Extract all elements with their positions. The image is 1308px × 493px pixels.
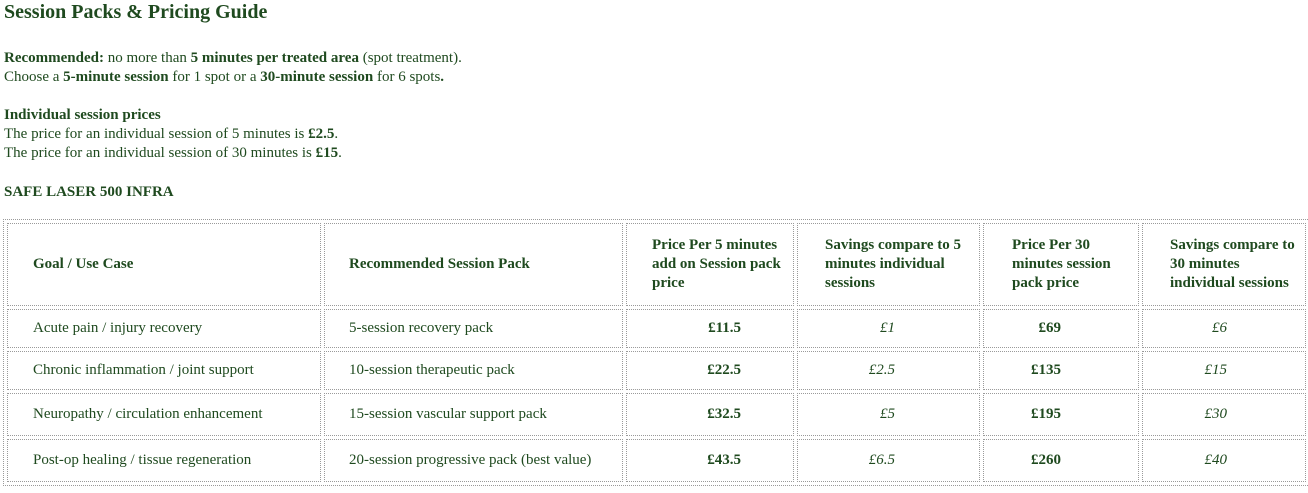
choose-period: . [440,69,445,85]
cell-price-30min: £135 [983,351,1139,390]
cell-savings-30min: £30 [1142,393,1306,436]
individual-30min-end: . [338,145,342,161]
cell-price-5min: £43.5 [626,439,794,482]
recommendation-text-2: (spot treatment). [358,50,462,66]
cell-savings-5min: £2.5 [797,351,980,390]
cell-savings-30min: £15 [1142,351,1306,390]
cell-savings-5min: £6.5 [797,439,980,482]
thirty-minute-session: 30-minute session [260,69,374,85]
recommendation-text-1: no more than [103,50,191,66]
cell-pack: 10-session therapeutic pack [324,351,623,390]
page-title: Session Packs & Pricing Guide [4,1,268,23]
device-name: SAFE LASER 500 INFRA [4,184,174,200]
cell-goal: Chronic inflammation / joint support [7,351,321,390]
recommendation-line-2 [4,68,462,87]
individual-line-5min [4,125,342,144]
table-row [7,309,1306,348]
individual-5min-text: The price for an individual session of 5 minutes is [4,126,309,142]
individual-prices-block [4,106,342,163]
header-savings-5min: Savings compare to 5 minutes individual sessions [797,223,980,306]
cell-price-30min: £195 [983,393,1139,436]
table-row [7,439,1306,482]
individual-30min-price: £15 [315,145,339,161]
cell-pack: 5-session recovery pack [324,309,623,348]
header-savings-30min: Savings compare to 30 minutes individual sessions [1142,223,1306,306]
cell-savings-30min: £6 [1142,309,1306,348]
table-row [7,351,1306,390]
choose-text-end: for 6 spots [373,69,441,85]
cell-savings-30min: £40 [1142,439,1306,482]
individual-5min-price: £2.5 [308,126,335,142]
table-row [7,393,1306,436]
recommendation-line-1 [4,49,462,68]
cell-price-30min: £69 [983,309,1139,348]
cell-price-5min: £22.5 [626,351,794,390]
five-minute-session: 5-minute session [63,69,169,85]
recommendation-bold-1: 5 minutes per treated area [190,50,359,66]
cell-savings-5min: £1 [797,309,980,348]
individual-line-30min [4,144,342,163]
recommended-label: Recommended: [4,50,104,66]
header-price-30min: Price Per 30 minutes session pack price [983,223,1139,306]
cell-price-5min: £11.5 [626,309,794,348]
individual-heading [4,106,342,125]
pricing-table [3,219,1308,486]
cell-price-5min: £32.5 [626,393,794,436]
cell-goal: Post-op healing / tissue regeneration [7,439,321,482]
cell-goal: Acute pain / injury recovery [7,309,321,348]
header-goal: Goal / Use Case [7,223,321,306]
header-price-5min: Price Per 5 minutes add on Session pack price [626,223,794,306]
cell-pack: 15-session vascular support pack [324,393,623,436]
cell-savings-5min: £5 [797,393,980,436]
choose-text-mid: for 1 spot or a [168,69,261,85]
cell-price-30min: £260 [983,439,1139,482]
cell-pack: 20-session progressive pack (best value) [324,439,623,482]
choose-text: Choose a [4,69,64,85]
individual-30min-text: The price for an individual session of 30 minutes is [4,145,316,161]
header-pack: Recommended Session Pack [324,223,623,306]
recommendation-block [4,49,462,87]
individual-heading-text: Individual session prices [4,107,161,123]
individual-5min-end: . [334,126,339,142]
table-header-row [7,223,1306,306]
cell-goal: Neuropathy / circulation enhancement [7,393,321,436]
